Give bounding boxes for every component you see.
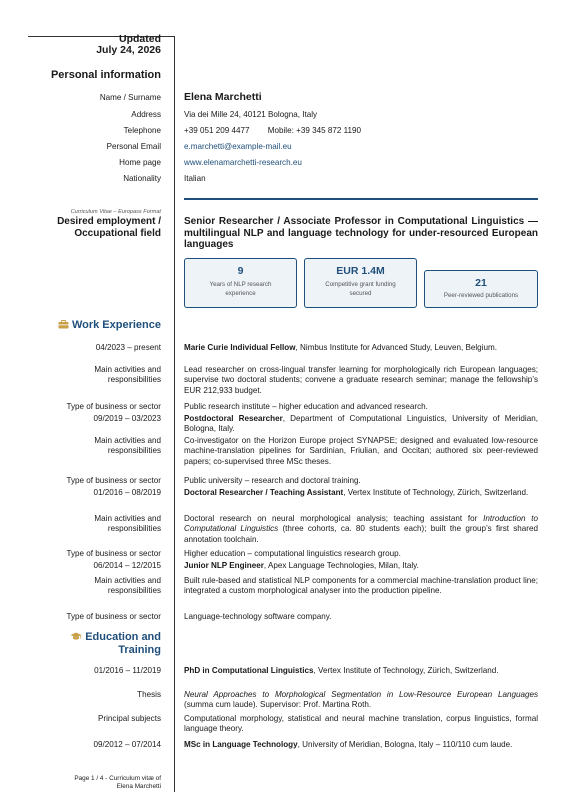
edu-degree-line (184, 740, 538, 750)
work-title-text: Work Experience (71, 319, 161, 331)
job-title-line (184, 414, 538, 435)
section-title-education (70, 631, 161, 656)
label-activities: Main activities and responsibilities (94, 436, 161, 456)
label-homepage: Home page (119, 158, 161, 167)
footer-line2: Elena Marchetti (116, 782, 161, 790)
label-activities: Main activities and responsibilities (94, 365, 161, 385)
label-name: Name / Surname (99, 93, 161, 102)
stat-caption: Competitive grant funding secured (325, 281, 396, 297)
footer-line1: Page 1 / 4 - Curriculum vitæ of (74, 775, 161, 782)
subjects-value: Computational morphology, statistical and neural machine translation, corpus linguistics, formal language theory. (184, 714, 538, 734)
job-title-line (184, 343, 538, 353)
job-dates: 04/2023 – present (95, 343, 161, 352)
stat-card-funding (304, 258, 417, 308)
job-activities (184, 514, 538, 545)
address-value: Via dei Mille 24, 40121 Bologna, Italy (184, 110, 318, 119)
label-business: Type of business or sector (66, 612, 161, 621)
job-activities: Built rule-based and statistical NLP components for a commercial machine-translation product line; integrated a custom morphological analyser into the production pipeline. (184, 576, 538, 596)
degree-title: PhD in Computational Linguistics (184, 666, 314, 675)
label-email: Personal Email (106, 142, 161, 151)
email-link[interactable]: e.marchetti@example-mail.eu (184, 142, 292, 151)
job-activities: Co-investigator on the Horizon Europe project SYNAPSE; designed and evaluated low-resource machine-translation pipelines for Sardinian, Friulian, and Occitan; authored six peer-reviewed papers; co-supervised three MSc theses. (184, 436, 538, 466)
thesis-title: Neural Approaches to Morphological Segmentation in Low-Resource European Languages (184, 690, 538, 699)
job-title: Junior NLP Engineer (184, 561, 264, 570)
job-employer: , Vertex Institute of Technology, Zürich, Switzerland. (343, 488, 529, 497)
desired-employment-label (57, 216, 161, 239)
job-activities: Lead researcher on cross-lingual transfer learning for morphologically rich European languages; supervise two doctoral students; convene a graduate research seminar; manage the fellowship’s EUR 212,933 budget. (184, 365, 538, 395)
label-subjects: Principal subjects (98, 714, 161, 723)
stat-caption: Years of NLP research experience (209, 281, 272, 297)
job-business: Language-technology software company. (184, 612, 332, 621)
education-title-line1: Education and (85, 631, 161, 643)
column-divider (174, 36, 175, 792)
edu-dates: 09/2012 – 07/2014 (93, 740, 161, 749)
page-footer (74, 775, 161, 790)
job-dates: 09/2019 – 03/2023 (93, 414, 161, 423)
job-business: Higher education – computational linguistics research group. (184, 549, 401, 558)
graduation-cap-icon (70, 631, 85, 643)
edu-degree-line (184, 666, 538, 676)
label-address: Address (131, 110, 161, 119)
stat-card-publications (424, 270, 538, 308)
homepage-link[interactable]: www.elenamarchetti-research.eu (184, 158, 302, 167)
education-title-line2: Training (118, 643, 161, 656)
telephone-number: +39 051 209 4477 (184, 126, 250, 135)
accent-rule (184, 198, 538, 200)
briefcase-icon (58, 319, 72, 331)
updated-stamp (96, 34, 161, 56)
degree-institution: , Vertex Institute of Technology, Zürich, Switzerland. (313, 666, 499, 675)
label-thesis: Thesis (137, 690, 161, 699)
job-business: Public research institute – higher education and advanced research. (184, 402, 428, 411)
job-title-line (184, 488, 538, 498)
job-title: Postdoctoral Researcher (184, 414, 283, 423)
stat-card-experience (184, 258, 297, 308)
desired-label-line1: Desired employment / (57, 216, 161, 227)
job-dates: 01/2016 – 08/2019 (93, 488, 161, 497)
stat-caption: Peer-reviewed publications (443, 292, 519, 299)
desired-label-line2: Occupational field (74, 227, 161, 239)
desired-employment-headline: Senior Researcher / Associate Professor in Computational Linguistics — multilingual NLP and language technology for under-resourced European languages (184, 216, 538, 251)
section-title-work (58, 319, 161, 332)
thesis-details: (summa cum laude). Supervisor: Prof. Martina Roth. (184, 700, 372, 710)
job-employer: , Nimbus Institute for Advanced Study, Leuven, Belgium. (295, 343, 497, 352)
updated-date: July 24, 2026 (96, 44, 161, 56)
job-dates: 06/2014 – 12/2015 (93, 561, 161, 570)
section-title-personal: Personal information (50, 69, 161, 81)
mobile-number: Mobile: +39 345 872 1190 (267, 126, 361, 135)
label-telephone: Telephone (123, 126, 161, 135)
degree-title: MSc in Language Technology (184, 740, 298, 749)
label-activities: Main activities and responsibilities (94, 514, 161, 534)
degree-institution: , University of Meridian, Bologna, Italy – 110/110 cum laude. (297, 740, 513, 749)
stat-value: EUR 1.4M (336, 265, 385, 277)
job-title: Doctoral Researcher / Teaching Assistant (184, 488, 344, 497)
activities-text: Doctoral research on neural morphological analysis; teaching assistant for (184, 514, 484, 523)
course-title: Introduction to Computational Linguistics (184, 514, 538, 534)
job-title-line (184, 561, 538, 571)
job-business: Public university – research and doctoral training. (184, 476, 361, 485)
label-business: Type of business or sector (66, 402, 161, 411)
activities-text: (three cohorts, ca. 80 students each); built the group’s first shared annotation toolchain. (184, 524, 538, 544)
format-note: Curriculum Vitae – Europass Format (70, 209, 161, 215)
telephone-value (184, 126, 538, 136)
stat-value: 9 (237, 265, 244, 277)
stat-value: 21 (475, 277, 487, 289)
label-business: Type of business or sector (66, 476, 161, 485)
nationality-value: Italian (184, 174, 206, 183)
full-name: Elena Marchetti (184, 91, 262, 103)
job-employer: , Department of Computational Linguistics, University of Meridian, Bologna, Italy. (184, 414, 538, 434)
job-title: Marie Curie Individual Fellow (184, 343, 296, 352)
job-employer: , Apex Language Technologies, Milan, Italy. (263, 561, 419, 570)
label-business: Type of business or sector (66, 549, 161, 558)
label-activities: Main activities and responsibilities (94, 576, 161, 596)
label-nationality: Nationality (123, 174, 161, 183)
updated-label: Updated (119, 33, 161, 45)
edu-dates: 01/2016 – 11/2019 (94, 666, 161, 675)
thesis-value (184, 690, 538, 711)
